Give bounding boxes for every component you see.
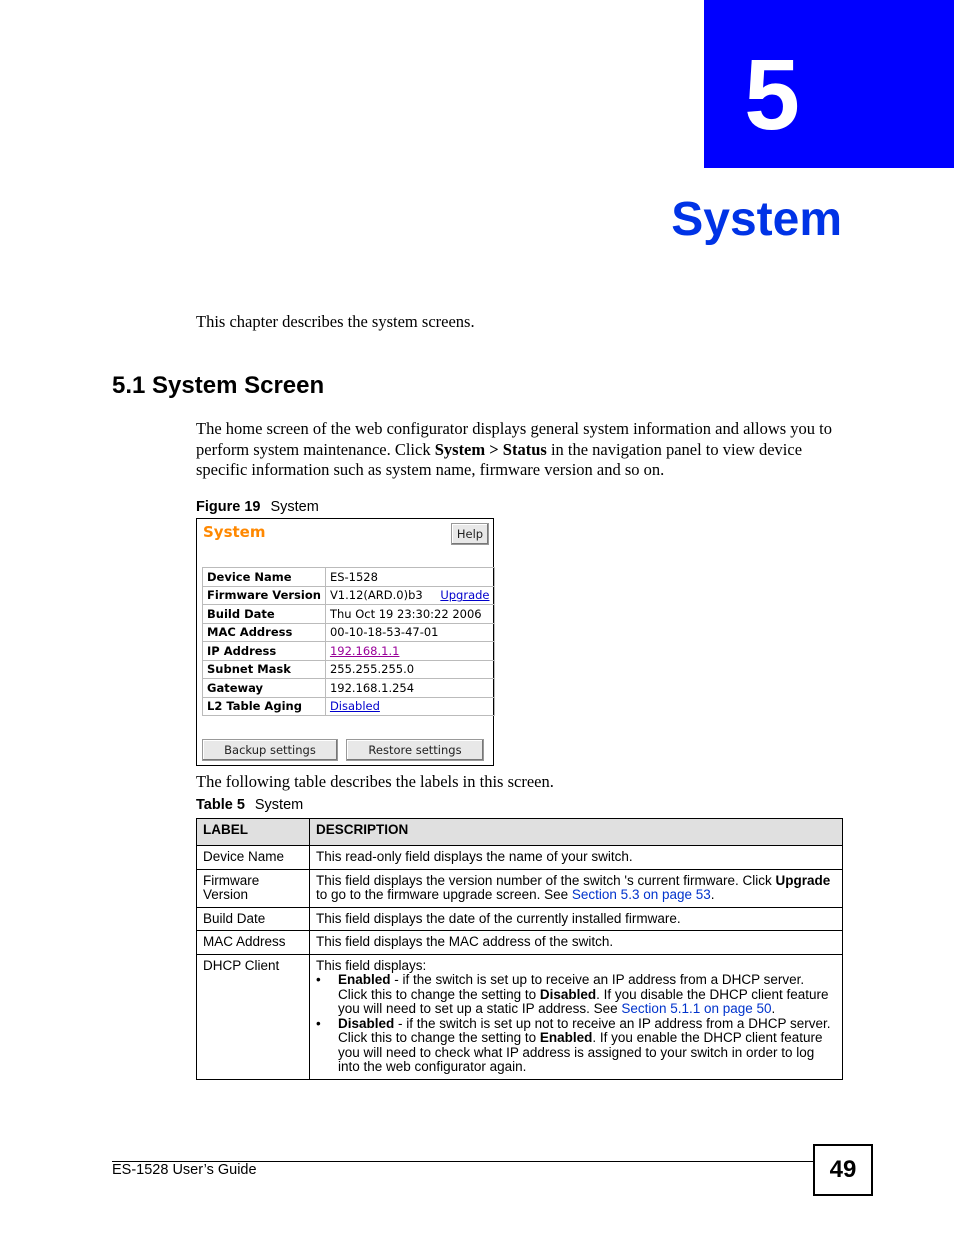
section-heading: 5.1 System Screen bbox=[112, 372, 325, 399]
row-label: Gateway bbox=[203, 679, 326, 698]
chapter-number-box bbox=[704, 0, 954, 168]
table-row bbox=[197, 869, 843, 907]
cell-label: DHCP Client bbox=[197, 954, 310, 1079]
body-text-end: in the navigation panel to view device specific information such as system name, firmware version and so on. bbox=[196, 439, 803, 479]
table-caption-label: Table 5 bbox=[196, 797, 245, 813]
row-label: Subnet Mask bbox=[203, 660, 326, 679]
cell-label: MAC Address bbox=[197, 931, 310, 955]
table-intro: The following table describes the labels in this screen. bbox=[196, 772, 554, 791]
chapter-title: System bbox=[671, 193, 842, 246]
intro-paragraph: This chapter describes the system screens. bbox=[196, 312, 475, 331]
row-value: 00-10-18-53-47-01 bbox=[325, 623, 494, 642]
desc-text: . If you enable the DHCP client feature you will need to check what IP address is assigned to your switch in order to log into the web configurator again. bbox=[338, 1030, 823, 1074]
body-gt: > bbox=[485, 439, 503, 459]
table-row bbox=[203, 642, 495, 661]
chapter-number: 5 bbox=[744, 39, 800, 151]
row-label: Device Name bbox=[203, 568, 326, 587]
table-caption bbox=[196, 797, 303, 813]
screen-title: System bbox=[203, 523, 266, 541]
table-row bbox=[203, 623, 495, 642]
table-row bbox=[203, 679, 495, 698]
labels-table bbox=[196, 818, 843, 1080]
desc-bold: Enabled bbox=[338, 972, 391, 987]
desc-bold: Disabled bbox=[338, 1015, 395, 1031]
desc-text: . If you disable the DHCP client feature you will need to set up a static IP address. See bbox=[338, 986, 829, 1016]
header-label: LABEL bbox=[197, 819, 310, 846]
body-bold-system: System bbox=[434, 439, 486, 459]
row-value: 255.255.255.0 bbox=[325, 660, 494, 679]
bullet-item bbox=[316, 1017, 836, 1075]
row-label: IP Address bbox=[203, 642, 326, 661]
system-info-table bbox=[202, 567, 495, 716]
row-value-cell bbox=[325, 697, 494, 716]
figure-caption bbox=[196, 499, 319, 515]
table-row bbox=[197, 846, 843, 870]
row-value-cell bbox=[325, 586, 494, 605]
system-screenshot bbox=[196, 518, 494, 766]
desc-bold: Enabled bbox=[539, 1030, 593, 1045]
firmware-value: V1.12(ARD.0)b3 bbox=[329, 588, 423, 603]
figure-caption-text: System bbox=[270, 499, 319, 515]
row-value-cell bbox=[325, 642, 494, 661]
table-row bbox=[203, 586, 495, 605]
desc-intro: This field displays: bbox=[316, 957, 427, 973]
body-text: The home screen of the web configurator displays general system information and allows you to perform system maintenance. Click bbox=[196, 419, 832, 459]
row-value: ES-1528 bbox=[325, 568, 494, 587]
cell-description: This read-only field displays the name of your switch. bbox=[310, 846, 843, 870]
row-value: Thu Oct 19 23:30:22 2006 bbox=[325, 605, 494, 624]
footer-guide-title: ES-1528 User’s Guide bbox=[112, 1162, 257, 1178]
desc-bold: Upgrade bbox=[775, 872, 831, 888]
cell-description: This field displays the date of the currently installed firmware. bbox=[310, 907, 843, 931]
row-label: Build Date bbox=[203, 605, 326, 624]
cell-label: Firmware Version bbox=[197, 869, 310, 907]
row-label: L2 Table Aging bbox=[203, 697, 326, 716]
page-number: 49 bbox=[813, 1144, 873, 1196]
help-button[interactable]: Help bbox=[451, 523, 489, 545]
section-link[interactable]: Section 5.3 on page 53 bbox=[571, 887, 711, 902]
cell-label: Build Date bbox=[197, 907, 310, 931]
section-link[interactable]: Section 5.1.1 on page 50 bbox=[621, 1001, 772, 1016]
restore-settings-button[interactable]: Restore settings bbox=[346, 739, 484, 761]
desc-bullets bbox=[316, 973, 836, 1075]
table-row bbox=[197, 931, 843, 955]
table-row bbox=[203, 605, 495, 624]
row-value: 192.168.1.254 bbox=[325, 679, 494, 698]
desc-text: - if the switch is set up not to receive an IP address from a DHCP server. Click this to change the setting to bbox=[338, 1015, 831, 1045]
body-bold-status: Status bbox=[502, 439, 547, 459]
header-description: DESCRIPTION bbox=[310, 819, 843, 846]
desc-text: - if the switch is set up to receive an IP address from a DHCP server. Click this to change the setting to bbox=[338, 972, 805, 1002]
body-paragraph bbox=[196, 419, 842, 481]
l2-aging-link[interactable]: Disabled bbox=[329, 699, 380, 714]
cell-description: This field displays the MAC address of the switch. bbox=[310, 931, 843, 955]
table-row bbox=[203, 660, 495, 679]
table-row bbox=[203, 568, 495, 587]
desc-bold: Disabled bbox=[539, 986, 597, 1002]
bullet-item bbox=[316, 973, 836, 1017]
table-row bbox=[197, 907, 843, 931]
desc-text: This field displays the version number of the switch 's current firmware. Click bbox=[316, 872, 776, 888]
row-label: MAC Address bbox=[203, 623, 326, 642]
table-row bbox=[203, 697, 495, 716]
cell-description bbox=[310, 869, 843, 907]
row-label: Firmware Version bbox=[203, 586, 326, 605]
cell-label: Device Name bbox=[197, 846, 310, 870]
backup-settings-button[interactable]: Backup settings bbox=[202, 739, 338, 761]
figure-caption-label: Figure 19 bbox=[196, 499, 261, 515]
cell-description bbox=[310, 954, 843, 1079]
table-caption-text: System bbox=[254, 797, 304, 813]
desc-text: . bbox=[771, 1001, 776, 1016]
table-row bbox=[197, 954, 843, 1079]
upgrade-link[interactable]: Upgrade bbox=[440, 588, 490, 603]
desc-text: to go to the firmware upgrade screen. See bbox=[316, 887, 572, 902]
ip-address-link[interactable]: 192.168.1.1 bbox=[329, 643, 400, 658]
desc-text: . bbox=[710, 887, 715, 902]
table-header-row bbox=[197, 819, 843, 846]
